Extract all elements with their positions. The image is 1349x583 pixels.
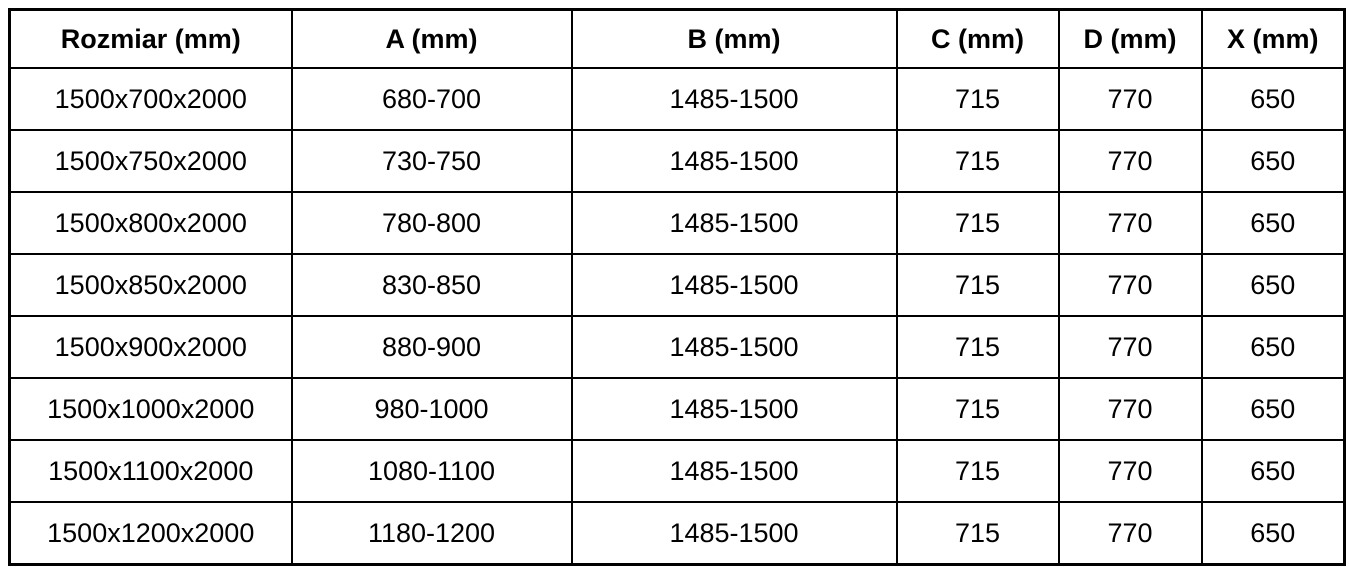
table-cell-x: 650 (1202, 68, 1345, 130)
table-cell-d: 770 (1059, 502, 1202, 565)
size-table-head (10, 10, 1345, 69)
table-cell-rozmiar: 1500x900x2000 (10, 316, 292, 378)
table-row (10, 440, 1345, 502)
table-cell-b: 1485-1500 (572, 316, 897, 378)
table-cell-c: 715 (897, 378, 1059, 440)
table-cell-c: 715 (897, 502, 1059, 565)
table-cell-b: 1485-1500 (572, 68, 897, 130)
table-cell-c: 715 (897, 254, 1059, 316)
table-cell-b: 1485-1500 (572, 192, 897, 254)
column-header-d: D (mm) (1059, 10, 1202, 69)
column-header-a: A (mm) (292, 10, 572, 69)
table-cell-d: 770 (1059, 316, 1202, 378)
table-cell-rozmiar: 1500x1100x2000 (10, 440, 292, 502)
table-cell-d: 770 (1059, 192, 1202, 254)
table-row (10, 378, 1345, 440)
table-cell-c: 715 (897, 316, 1059, 378)
table-cell-x: 650 (1202, 502, 1345, 565)
table-row (10, 316, 1345, 378)
table-cell-d: 770 (1059, 254, 1202, 316)
table-header-row (10, 10, 1345, 69)
table-cell-c: 715 (897, 130, 1059, 192)
table-cell-a: 1080-1100 (292, 440, 572, 502)
table-cell-a: 680-700 (292, 68, 572, 130)
column-header-rozmiar: Rozmiar (mm) (10, 10, 292, 69)
column-header-c: C (mm) (897, 10, 1059, 69)
table-cell-a: 780-800 (292, 192, 572, 254)
table-cell-d: 770 (1059, 130, 1202, 192)
table-cell-b: 1485-1500 (572, 502, 897, 565)
table-cell-x: 650 (1202, 254, 1345, 316)
table-cell-rozmiar: 1500x800x2000 (10, 192, 292, 254)
table-cell-a: 730-750 (292, 130, 572, 192)
table-cell-x: 650 (1202, 378, 1345, 440)
table-cell-d: 770 (1059, 68, 1202, 130)
table-cell-c: 715 (897, 192, 1059, 254)
column-header-x: X (mm) (1202, 10, 1345, 69)
table-cell-x: 650 (1202, 440, 1345, 502)
table-cell-a: 830-850 (292, 254, 572, 316)
table-cell-x: 650 (1202, 316, 1345, 378)
table-cell-a: 1180-1200 (292, 502, 572, 565)
table-cell-rozmiar: 1500x750x2000 (10, 130, 292, 192)
table-cell-d: 770 (1059, 440, 1202, 502)
table-cell-x: 650 (1202, 130, 1345, 192)
table-cell-rozmiar: 1500x1200x2000 (10, 502, 292, 565)
table-row (10, 254, 1345, 316)
table-row (10, 130, 1345, 192)
table-cell-b: 1485-1500 (572, 254, 897, 316)
table-row (10, 192, 1345, 254)
column-header-b: B (mm) (572, 10, 897, 69)
table-cell-rozmiar: 1500x700x2000 (10, 68, 292, 130)
table-cell-c: 715 (897, 68, 1059, 130)
table-cell-a: 880-900 (292, 316, 572, 378)
table-cell-c: 715 (897, 440, 1059, 502)
table-row (10, 68, 1345, 130)
table-cell-b: 1485-1500 (572, 440, 897, 502)
table-cell-rozmiar: 1500x850x2000 (10, 254, 292, 316)
table-cell-rozmiar: 1500x1000x2000 (10, 378, 292, 440)
table-cell-b: 1485-1500 (572, 130, 897, 192)
size-table-body (10, 68, 1345, 565)
size-table (8, 8, 1346, 566)
table-cell-d: 770 (1059, 378, 1202, 440)
table-cell-a: 980-1000 (292, 378, 572, 440)
table-row (10, 502, 1345, 565)
table-cell-x: 650 (1202, 192, 1345, 254)
table-cell-b: 1485-1500 (572, 378, 897, 440)
